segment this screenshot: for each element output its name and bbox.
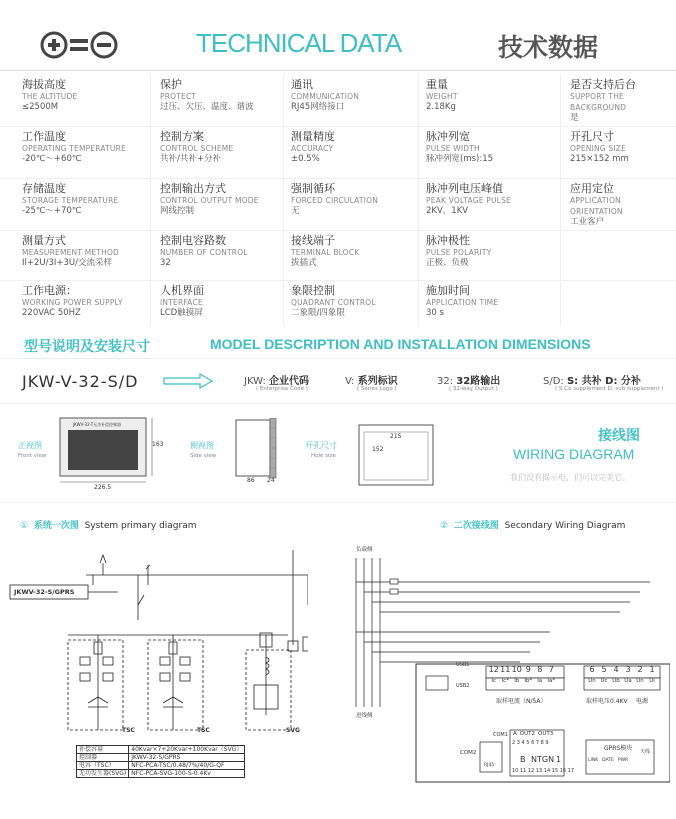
table-cell: JKWV-32-S/GPRS [129,754,245,762]
com2-label: COM2 [460,750,477,756]
table-cell: 控制器 [77,754,129,762]
terminal: Ic [491,678,497,684]
spec-val: 正极、负极 [426,258,469,268]
bottom-nums: 10 11 12 13 14 15 16 17 [512,768,575,774]
spec-en: NUMBER OF CONTROL [160,248,248,257]
model-part-key: 32: [437,376,454,387]
divider [0,358,676,359]
spec-en: WORKING POWER SUPPLY [22,298,123,307]
tsc1-label: TSC [122,727,135,734]
spec-val: RJ45网络接口 [291,102,345,112]
terminal: Un [636,678,644,684]
spec-item [160,130,286,165]
spec-cn: 测量精度 [291,130,335,143]
spec-val: 脉冲列宽(ms):15 [426,154,494,164]
spec-item [22,78,148,113]
spec-val: 2.18Kg [426,102,456,112]
spec-item [570,130,662,165]
spec-cn: 保护 [160,78,182,91]
slogan: 我们没有揭示电，们可以完美它。 [510,473,630,482]
spec-val: 32 [160,258,171,268]
model-part-key: V: [345,376,355,387]
front-view-label-en: Front view [18,453,47,459]
terminal: 1 [649,665,655,674]
spec-item [22,130,148,165]
spec-en: PULSE POLARITY [426,248,492,257]
led-label: PWR [617,758,629,763]
spec-item [426,78,552,113]
spec-en: STORAGE TEMPERATURE [22,196,119,205]
spec-col-separator [150,74,151,326]
gprs-leds [588,758,628,763]
spec-cn: 控制输出方式 [160,182,226,195]
front-view-label: 正视图 [18,441,42,450]
table-cell: NFC-PCA-SVG-100-S-0.4Kv [129,770,245,778]
model-part [543,372,641,387]
system-primary-diagram [8,545,308,745]
spec-item [570,182,662,228]
side-view-label-en: Side view [190,453,217,459]
model-part-sub: ( S:Co supplement D: sub supplement ) [555,386,664,392]
table-cell: NFC-PCA-TSC/0.48/7%/40/G-QF [129,762,245,770]
load-side-label: 负载侧 [356,547,373,553]
spec-en: THE ALTITUDE [22,92,78,101]
spec-val: LCD触摸屏 [160,308,203,318]
spec-item [291,130,417,165]
out-nums: 2 3 4 5 6 7 8 9 [512,740,549,746]
front-height-dim: 163 [152,441,164,448]
spec-en: CONTROL SCHEME [160,144,234,153]
spec-cn: 通讯 [291,78,313,91]
terminal: 5 [601,665,607,674]
spec-en: FORCED CIRCULATION [291,196,379,205]
spec-cn: 工作电源： [22,284,77,297]
divider [0,403,676,404]
spec-item [22,234,148,269]
spec-cn: 重量 [426,78,448,91]
divider [0,70,676,71]
usb1-label: USB1 [456,662,470,668]
out-labels [513,731,553,737]
terminal: Un [588,678,596,684]
spec-en: TERMINAL BLOCK [291,248,360,257]
spec-item [291,182,417,217]
spec-en: ACCURACY [291,144,334,153]
screen-title: JKWV-32-T无功补偿控制器 [73,422,122,427]
spec-val: -20℃～+60℃ [22,154,82,164]
table-cell: 无功发生器(SVG) [77,770,129,778]
spec-en: INTERFACE [160,298,203,307]
model-part-key: JKW: [244,376,266,387]
page-title: TECHNICAL DATA [196,28,402,58]
spec-item [426,234,552,269]
terminal: 11 [500,665,511,674]
spec-cn: 脉冲列宽 [426,130,470,143]
front-width-dim: 226.5 [94,484,112,491]
hole-width-dim: 215 [390,433,402,440]
spec-val: 过压、欠压、温度、谐波 [160,102,254,112]
spec-en: COMMUNICATION [291,92,360,101]
spec-cn: 开孔尺寸 [570,130,614,143]
terminal: Ui [649,678,655,684]
terminal: Ib [514,678,520,684]
model-part-name: S: 共补 D: 分补 [566,376,641,387]
model-part [244,372,309,387]
voltage-sampling-label: 取样电压0.4KV [586,698,628,705]
spec-item [291,234,417,269]
usb2-label: USB2 [456,683,470,689]
current-sampling-label: 取样电流（N/5A） [496,698,547,705]
table-row [77,770,245,778]
terminal: Ub [612,678,620,684]
spec-en: PEAK VOLTAGE PULSE [426,196,511,205]
divider [0,502,676,503]
spec-val: 2KV，1KV [426,206,469,216]
spec-item [426,130,552,165]
spec-val: ±0.5% [291,154,320,164]
side-panel-dim: 24 [267,477,275,484]
spec-item [426,284,552,319]
tsc2-label: TSC [197,727,210,734]
spec-cn: 接线端子 [291,234,335,247]
led-label: LINK [588,758,599,763]
brand-logo [40,30,120,60]
spec-cn: 工作温度 [22,130,66,143]
model-code: JKW-V-32-S/D [22,372,139,391]
terminal: Ia [537,678,543,684]
model-part [437,372,500,387]
spec-row-separator [0,178,676,179]
spec-val: 工业客户 [570,217,605,227]
spec-col-separator [418,74,419,326]
spec-cn: 测量方式 [22,234,66,247]
table-cell: 电容（TSC） [77,762,129,770]
spec-item [426,182,552,217]
incoming-side-label: 进线侧 [356,713,373,719]
terminal: 6 [589,665,595,674]
terminal: 8 [537,665,543,674]
terminal: 7 [548,665,554,674]
spec-item [22,284,148,319]
hole-size-label: 开孔尺寸 [305,441,337,450]
terminal: 10 [511,665,522,674]
table-cell: 40Kvar×7+20Kvar+100Kvar（SVG） [129,746,245,754]
spec-val: 220VAC 50HZ [22,308,81,318]
spec-en: APPLICATION ORIENTATION [570,196,623,216]
table-cell: 补偿容量 [77,746,129,754]
spec-cn: 控制电容路数 [160,234,226,247]
front-view-drawing [58,416,168,498]
diagram1-title: ① 系统一次图 System primary diagram [20,521,197,531]
spec-item [22,182,148,217]
spec-cn: 存储温度 [22,182,66,195]
side-view-drawing [234,418,284,482]
wiring-title-cn: 接线图 [598,428,640,444]
model-part-sub: ( 32-way Output ) [449,386,498,392]
spec-val: 二象限/四象限 [291,308,345,318]
terminal: Ia* [547,678,556,684]
spec-val: 30 s [426,308,444,318]
arrow-right-icon [162,372,214,390]
spec-val: 网线控制 [160,206,195,216]
spec-en: CONTROL OUTPUT MODE [160,196,259,205]
spec-item [291,78,417,113]
spec-en: PULSE WIDTH [426,144,480,153]
spec-cn: 人机界面 [160,284,204,297]
bottom-b: B [520,755,526,764]
model-part-name: 企业代码 [269,376,310,387]
terminal: 2 [637,665,643,674]
spec-row-separator [0,280,676,281]
terminal: 3 [625,665,631,674]
config-table [76,745,245,778]
model-part-name: 系列标识 [357,376,398,387]
terminal: 12 [488,665,499,674]
out-label: OUT3 [537,731,554,737]
table-row [77,746,245,754]
spec-item [160,234,286,269]
side-view-label: 侧视图 [190,441,214,450]
spec-cn: 强制循环 [291,182,335,195]
spec-en: PROTECT [160,92,197,101]
table-row [77,762,245,770]
rj45-label: RJ45 [484,763,495,768]
model-part-sub: ( Series Logo ) [357,386,397,392]
spec-val: 215×152 mm [570,154,629,164]
out-label: OUT2 [519,731,535,737]
device-label: JKWV-32-S/GPRS [14,588,75,596]
hole-height-dim: 152 [372,446,384,453]
power-label: 电源 [636,698,649,705]
com1-label: COM1 [493,732,508,738]
model-section-title-cn: 型号说明及安装尺寸 [24,339,150,355]
spec-cn: 施加时间 [426,284,470,297]
spec-val: 无 [291,206,300,216]
spec-val: 共补/共补+分补 [160,154,221,164]
side-depth-dim: 86 [247,477,255,484]
spec-en: SUPPORT THE BACKGROUND [570,92,627,112]
spec-row-separator [0,230,676,231]
table-row [77,754,245,762]
wiring-title-en: WIRING DIAGRAM [513,446,635,462]
antenna-label: 天线 [640,749,651,755]
spec-col-separator [283,74,284,326]
terminal: Ua [624,678,632,684]
spec-en: WEIGHT [426,92,458,101]
spec-val: 是 [570,113,579,123]
bottom-ntgn: NTGN [531,755,555,764]
spec-en: QUADRANT CONTROL [291,298,376,307]
spec-en: OPERATING TEMPERATURE [22,144,126,153]
spec-en: MEASUREMENT METHOD [22,248,120,257]
svg-label: SVG [286,727,300,734]
spec-item [160,182,286,217]
terminal: Ib* [524,678,533,684]
bottom-one: 1 [556,755,562,764]
gprs-label: GPRS模块 [604,745,633,752]
spec-item [291,284,417,319]
spec-cn: 控制方案 [160,130,204,143]
model-part-name: 32路输出 [456,376,501,387]
diagram2-title: ② 二次接线图 Secondary Wiring Diagram [440,521,626,531]
model-part [345,372,398,387]
spec-item [160,284,286,319]
spec-cn: 脉冲极性 [426,234,470,247]
spec-cn: 应用定位 [570,182,614,195]
spec-val: ≤2500M [22,102,59,112]
spec-cn: 象限控制 [291,284,335,297]
page-title-cn: 技术数据 [498,33,599,62]
spec-item [570,78,662,124]
model-part-key: S/D: [543,376,564,387]
model-part-sub: ( Enterprise Code ) [256,386,308,392]
hole-size-label-en: Hole size [311,453,336,459]
spec-col-separator [560,74,561,326]
led-label: DATE [602,758,614,763]
spec-val: -25℃～+70℃ [22,206,82,216]
spec-en: APPLICATION TIME [426,298,499,307]
spec-item [160,78,286,113]
terminals-left [488,665,557,674]
spec-cn: 脉冲列电压峰值 [426,182,503,195]
spec-row-separator [0,126,676,127]
model-section-title-en: MODEL DESCRIPTION AND INSTALLATION DIMENSIONS [210,336,591,352]
terminal: 4 [613,665,619,674]
terminal: Ic* [501,678,509,684]
out-label: A [513,731,517,737]
terminals-right-signals [586,678,658,684]
spec-cn: 是否支持后台 [570,78,636,91]
terminals-left-signals [488,678,557,684]
spec-en: OPENING SIZE [570,144,627,153]
spec-val: 拔插式 [291,258,317,268]
spec-cn: 海拔高度 [22,78,66,91]
spec-val: Il+2U/3I+3U/交流采样 [22,258,113,268]
terminal: 9 [525,665,531,674]
terminal: Uc [600,678,608,684]
terminals-right [586,665,658,674]
